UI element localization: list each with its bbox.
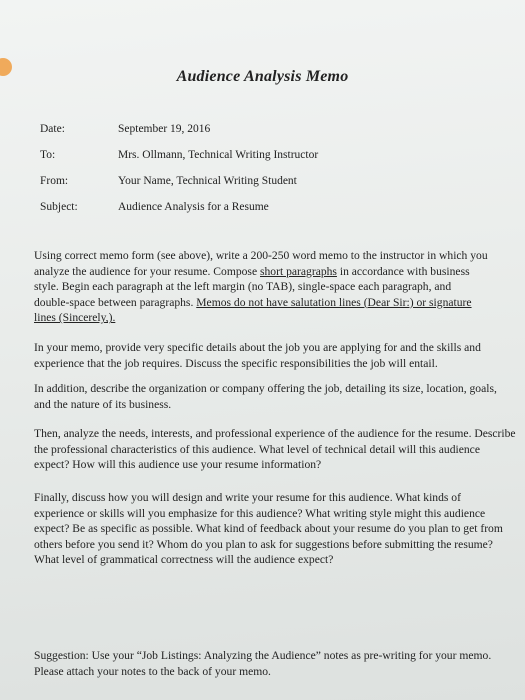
header-row-date bbox=[40, 123, 210, 135]
header-value-subject: Audience Analysis for a Resume bbox=[118, 201, 269, 213]
header-value-from: Your Name, Technical Writing Student bbox=[118, 175, 297, 187]
paragraph-memo-form bbox=[34, 248, 489, 326]
paragraph-1-text-a: Using correct memo form (see above), write a 200-250 word memo to the instructor in which you analyze the audience for your resume. Compose bbox=[34, 249, 488, 278]
memo-title: Audience Analysis Memo bbox=[176, 68, 349, 85]
header-row-to bbox=[40, 149, 318, 161]
header-label-to: To: bbox=[40, 149, 56, 161]
paragraph-1-underlined-salutation-note: Memos do not have salutation lines (Dear Sir:) or signature lines (Sincerely,). bbox=[34, 295, 472, 325]
paragraph-1-underlined-short-paragraphs: short paragraphs bbox=[260, 264, 337, 278]
header-row-subject bbox=[40, 201, 269, 213]
header-label-from: From: bbox=[40, 175, 69, 187]
header-label-date: Date: bbox=[40, 123, 65, 135]
header-value-to: Mrs. Ollmann, Technical Writing Instructor bbox=[118, 149, 319, 161]
paragraph-job-details: In your memo, provide very specific details about the job you are applying for and the skills and experience that the job requires. Discuss the specific responsibilities the job will entail. bbox=[34, 341, 481, 370]
header-row-from bbox=[40, 175, 297, 187]
header-label-subject: Subject: bbox=[40, 201, 78, 213]
paragraph-audience-needs: Then, analyze the needs, interests, and professional experience of the audience for the resume. Describe the professional characteristics of this audience. What level of technical detail will this audience expect? How will this audience use your resume information? bbox=[34, 427, 516, 472]
paragraph-resume-design: Finally, discuss how you will design and write your resume for this audience. What kinds of experience or skills will you emphasize for this audience? What writing style might this audience expect? Be as specific as possible. What kind of feedback about your resume do you plan to get from others before you send it? Whom do you plan to ask for suggestions before submitting the resume? What level of grammatical correctness will the audience expect? bbox=[34, 491, 503, 567]
header-value-date: September 19, 2016 bbox=[118, 123, 211, 135]
paragraph-organization: In addition, describe the organization or company offering the job, detailing its size, location, goals, and the nature of its business. bbox=[34, 382, 497, 411]
paragraph-suggestion: Suggestion: Use your “Job Listings: Analyzing the Audience” notes as pre-writing for your memo. Please attach your notes to the back of your memo. bbox=[34, 649, 492, 678]
paragraph-1-text-c: in accordance with business style. Begin each paragraph at the left margin (no TAB), single-space each paragraph, and double-space between paragraphs. bbox=[34, 264, 470, 309]
